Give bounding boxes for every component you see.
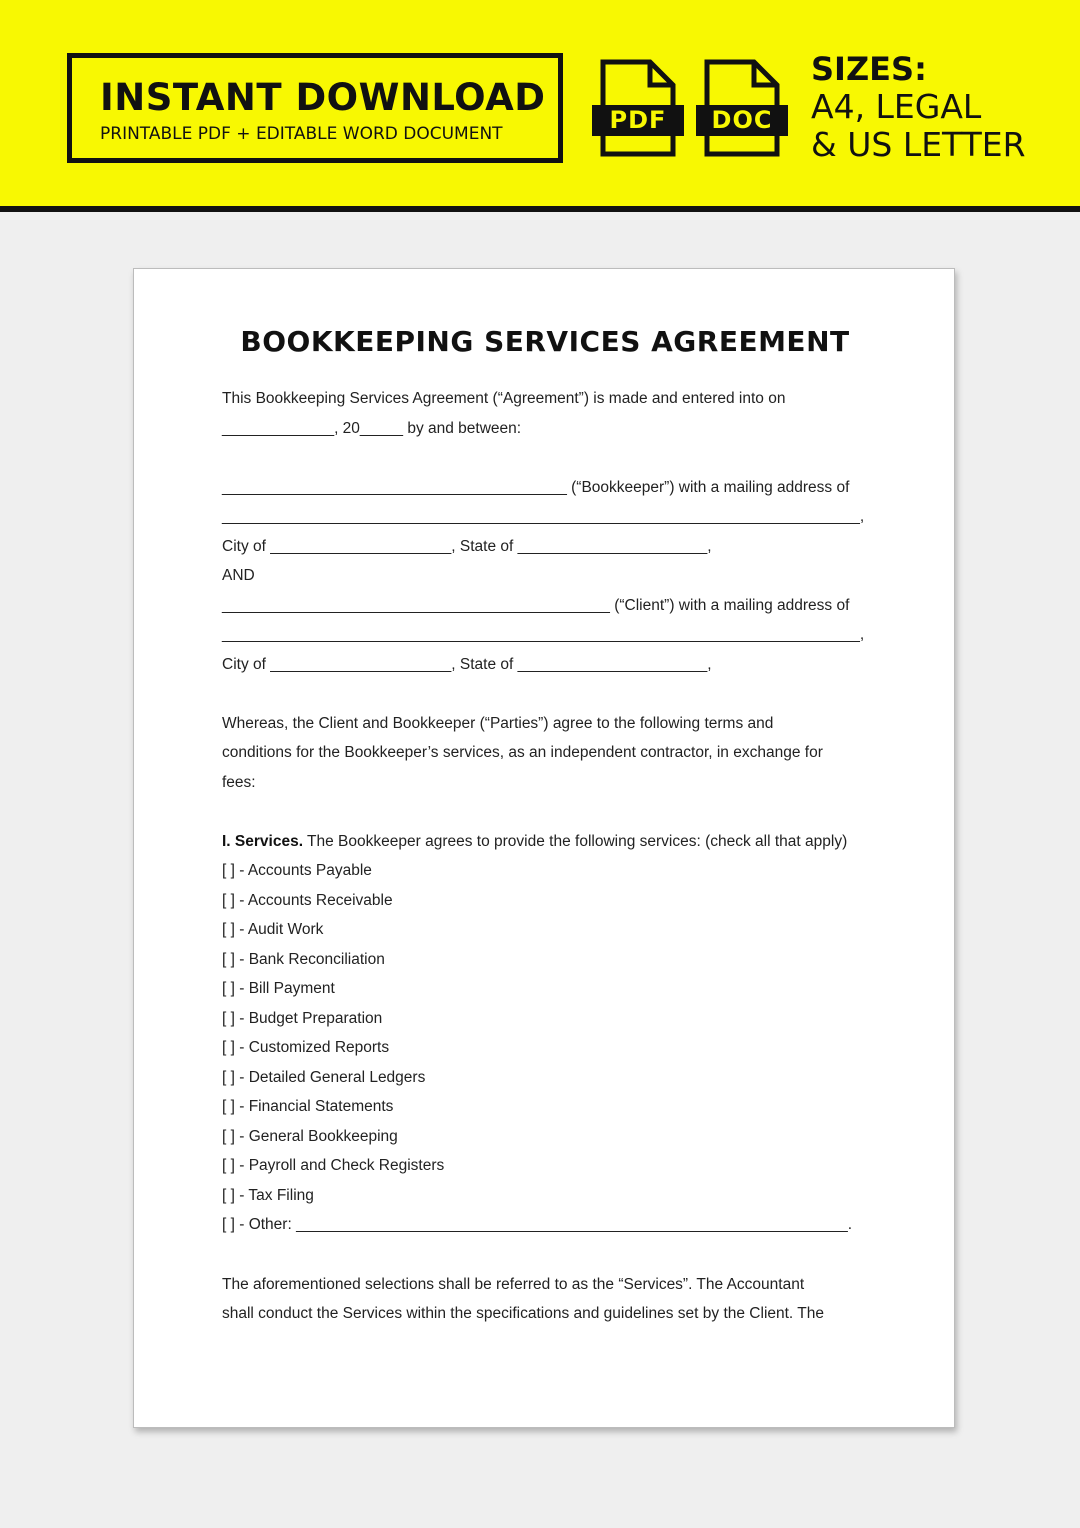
doc-file-icon bbox=[696, 58, 788, 158]
whereas-line-1: Whereas, the Client and Bookkeeper (“Parties”) agree to the following terms and bbox=[222, 715, 774, 732]
instant-download-subheadline: PRINTABLE PDF + EDITABLE WORD DOCUMENT bbox=[100, 124, 503, 144]
services-text: The Bookkeeper agrees to provide the following services: (check all that apply) bbox=[303, 833, 848, 850]
intro-line-2: _____________, 20_____ by and between: bbox=[222, 420, 522, 437]
bookkeeper-party-line: ________________________________________ (“Bookkeeper”) with a mailing address of bbox=[222, 479, 850, 496]
client-city-state-line: City of _____________________, State of ______________________, bbox=[222, 656, 712, 673]
instant-download-box bbox=[67, 53, 563, 163]
document-title: BOOKKEEPING SERVICES AGREEMENT bbox=[240, 325, 850, 358]
checklist-item: [ ] - Accounts Receivable bbox=[222, 892, 393, 909]
whereas-line-2: conditions for the Bookkeeper’s services, as an independent contractor, in exchange for bbox=[222, 744, 823, 761]
document-page bbox=[133, 268, 955, 1428]
closing-line-2: shall conduct the Services within the specifications and guidelines set by the Client. The bbox=[222, 1305, 824, 1322]
intro-line-1: This Bookkeeping Services Agreement (“Agreement”) is made and entered into on bbox=[222, 390, 786, 407]
checklist-item: [ ] - Accounts Payable bbox=[222, 862, 372, 879]
checklist-item: [ ] - Tax Filing bbox=[222, 1187, 314, 1204]
services-heading: I. Services. bbox=[222, 833, 304, 850]
client-party-line: _____________________________________________ (“Client”) with a mailing address of bbox=[222, 597, 850, 614]
checklist-item: [ ] - Bank Reconciliation bbox=[222, 951, 385, 968]
services-clause bbox=[222, 832, 847, 852]
bookkeeper-address-line: __________________________________________________________________________, bbox=[222, 508, 865, 525]
sizes-info bbox=[811, 50, 1026, 164]
sizes-line-1: A4, LEGAL bbox=[811, 87, 982, 126]
bookkeeper-city-state-line: City of _____________________, State of ______________________, bbox=[222, 538, 712, 555]
checklist-item: [ ] - Customized Reports bbox=[222, 1039, 390, 1056]
checklist-item: [ ] - Audit Work bbox=[222, 921, 324, 938]
promo-banner bbox=[0, 0, 1080, 212]
doc-badge-label: DOC bbox=[696, 105, 788, 136]
client-address-line: __________________________________________________________________________, bbox=[222, 626, 865, 643]
checklist-item: [ ] - Detailed General Ledgers bbox=[222, 1069, 426, 1086]
instant-download-headline: INSTANT DOWNLOAD bbox=[100, 76, 546, 119]
checklist-item: [ ] - Payroll and Check Registers bbox=[222, 1157, 445, 1174]
sizes-title: SIZES: bbox=[811, 50, 927, 88]
whereas-line-3: fees: bbox=[222, 774, 256, 791]
checklist-item: [ ] - Bill Payment bbox=[222, 980, 335, 997]
checklist-item: [ ] - Budget Preparation bbox=[222, 1010, 383, 1027]
closing-line-1: The aforementioned selections shall be referred to as the “Services”. The Accountant bbox=[222, 1276, 805, 1293]
checklist-item-other: [ ] - Other: ________________________________________________________________. bbox=[222, 1216, 853, 1233]
and-separator: AND bbox=[222, 567, 255, 584]
checklist-item: [ ] - Financial Statements bbox=[222, 1098, 394, 1115]
checklist-item: [ ] - General Bookkeeping bbox=[222, 1128, 398, 1145]
sizes-line-2: & US LETTER bbox=[811, 125, 1026, 164]
pdf-file-icon bbox=[592, 58, 684, 158]
pdf-badge-label: PDF bbox=[592, 105, 684, 136]
